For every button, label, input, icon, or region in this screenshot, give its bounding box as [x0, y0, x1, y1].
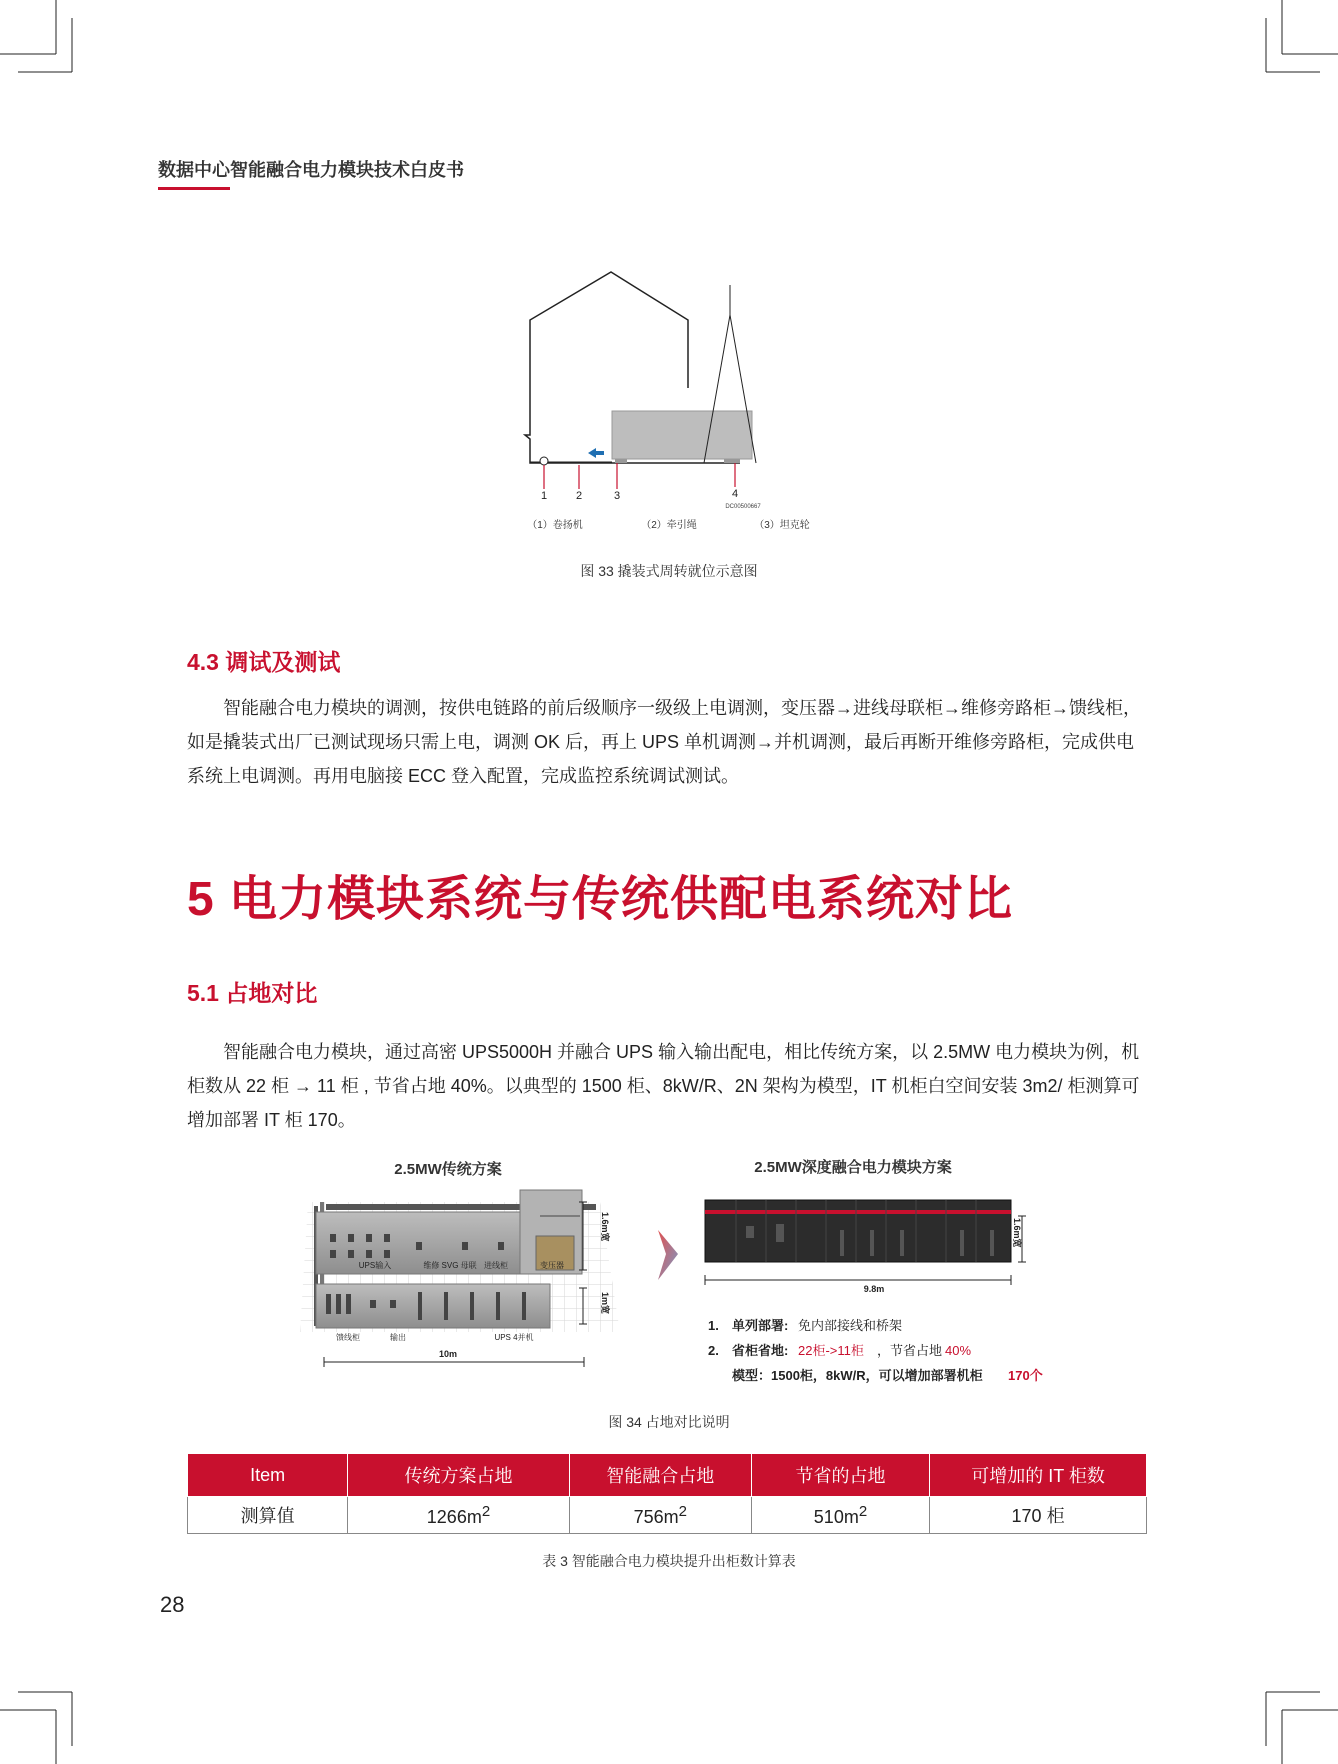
col-header-added-racks: 可增加的 IT 柜数	[930, 1454, 1147, 1497]
table3-caption: 表 3 智能融合电力模块提升出柜数计算表	[542, 1553, 796, 1569]
module-title: 2.5MW深度融合电力模块方案	[754, 1159, 952, 1176]
label-height-top: 1.6m宽	[600, 1212, 610, 1242]
legend-tank-wheel: （3）坦克轮	[754, 520, 810, 531]
section-5-1-heading: 5.1 占地对比	[187, 980, 318, 1006]
note-2-red-percent: 40%	[945, 1343, 972, 1358]
cell-item: 测算值	[188, 1497, 348, 1534]
module-notes	[708, 1318, 1043, 1384]
col-header-saved: 节省的占地	[751, 1454, 929, 1497]
model-note-text: 模型：1500柜，8kW/R，可以增加部署机柜	[732, 1368, 983, 1383]
legend-rope: （2）牵引绳	[641, 520, 697, 531]
col-header-smart: 智能融合占地	[569, 1454, 751, 1497]
cell-added-racks: 170 柜	[930, 1497, 1147, 1534]
note-1-text: 免内部接线和桥架	[798, 1318, 903, 1333]
module-lineup-render	[705, 1200, 1026, 1285]
running-header: 数据中心智能融合电力模块技术白皮书	[158, 160, 464, 180]
label-output: 输出	[390, 1333, 406, 1342]
callout-3: 3	[613, 490, 621, 502]
label-ups-parallel: UPS 4并机	[494, 1333, 534, 1342]
cell-saved: $510m^2$	[751, 1497, 929, 1534]
label-transformer: 变压器	[540, 1261, 564, 1270]
power-module-box	[612, 411, 752, 459]
footprint-table	[187, 1453, 1147, 1534]
label-height-bottom: 1m宽	[600, 1292, 610, 1315]
label-module-height: 1.6m宽	[1012, 1218, 1022, 1248]
col-header-item: Item	[188, 1454, 348, 1497]
label-width-9-8m: 9.8m	[863, 1284, 885, 1294]
note-1-label: 单列部署:	[732, 1318, 789, 1333]
note-2-red-text: 22柜->11柜	[798, 1343, 864, 1358]
callout-1: 1	[540, 490, 548, 502]
table-row	[188, 1497, 1147, 1534]
section-4-3-heading: 4.3 调试及测试	[187, 649, 341, 675]
chapter-5-heading: 5 电力模块系统与传统供配电系统对比	[187, 873, 1014, 926]
traditional-title: 2.5MW传统方案	[394, 1161, 502, 1178]
label-bypass-svg-bus: 维修 SVG 母联	[423, 1261, 477, 1270]
model-note-red: 170个	[1008, 1368, 1043, 1383]
part-code: DC00500667	[725, 504, 761, 510]
note-1-number: 1.	[708, 1318, 719, 1333]
table-header-row	[188, 1454, 1147, 1497]
transition-arrow-icon	[658, 1230, 678, 1280]
skid-transport-diagram	[500, 265, 840, 540]
note-2-number: 2.	[708, 1343, 719, 1358]
label-ups-input: UPS输入	[358, 1261, 392, 1270]
cell-smart: $756m^2$	[569, 1497, 751, 1534]
legend-winch: （1）卷扬机	[527, 520, 583, 531]
header-rule	[158, 187, 230, 190]
page-number: 28	[160, 1592, 185, 1617]
label-feeder: 馈线柜	[336, 1333, 360, 1342]
col-header-traditional: 传统方案占地	[348, 1454, 569, 1497]
callout-2: 2	[575, 490, 583, 502]
figure33-caption: 图 33 撬装式周转就位示意图	[580, 563, 758, 579]
note-2-label: 省柜省地:	[732, 1343, 789, 1358]
section-4-3-body: 智能融合电力模块的调测，按供电链路的前后级顺序一级级上电调测，变压器→进线母联柜→维修旁路柜→馈线柜，如是撬装式出厂已测试现场只需上电，调测 OK 后，再上 UPS 单机调测→并机调测，最后再断开维修旁路柜，完成供电系统上电调测。再用电脑接 ECC 登入配置，完成监控系统调试测试。	[187, 698, 1141, 786]
cell-traditional: $1266m^2$	[348, 1497, 569, 1534]
footprint-comparison-figure	[300, 1152, 1070, 1392]
pull-direction-arrow-icon	[588, 448, 604, 458]
label-width-10m: 10m	[438, 1349, 458, 1359]
section-5-1-body: 智能融合电力模块，通过高密 UPS5000H 并融合 UPS 输入输出配电，相比传统方案，以 2.5MW 电力模块为例，机柜数从 22 柜 → 11 柜 , 节省占地 40%。以典型的 1500 柜、8kW/R、2N 架构为模型，IT 机柜白空间安装 3m2/ 柜测算可增加部署 IT 柜 170。	[187, 1042, 1140, 1130]
note-2-text: ，节省占地	[877, 1343, 943, 1358]
winch-icon	[540, 457, 548, 465]
callout-4: 4	[731, 488, 739, 500]
figure34-caption: 图 34 占地对比说明	[608, 1414, 730, 1430]
label-incoming: 进线柜	[484, 1261, 508, 1270]
